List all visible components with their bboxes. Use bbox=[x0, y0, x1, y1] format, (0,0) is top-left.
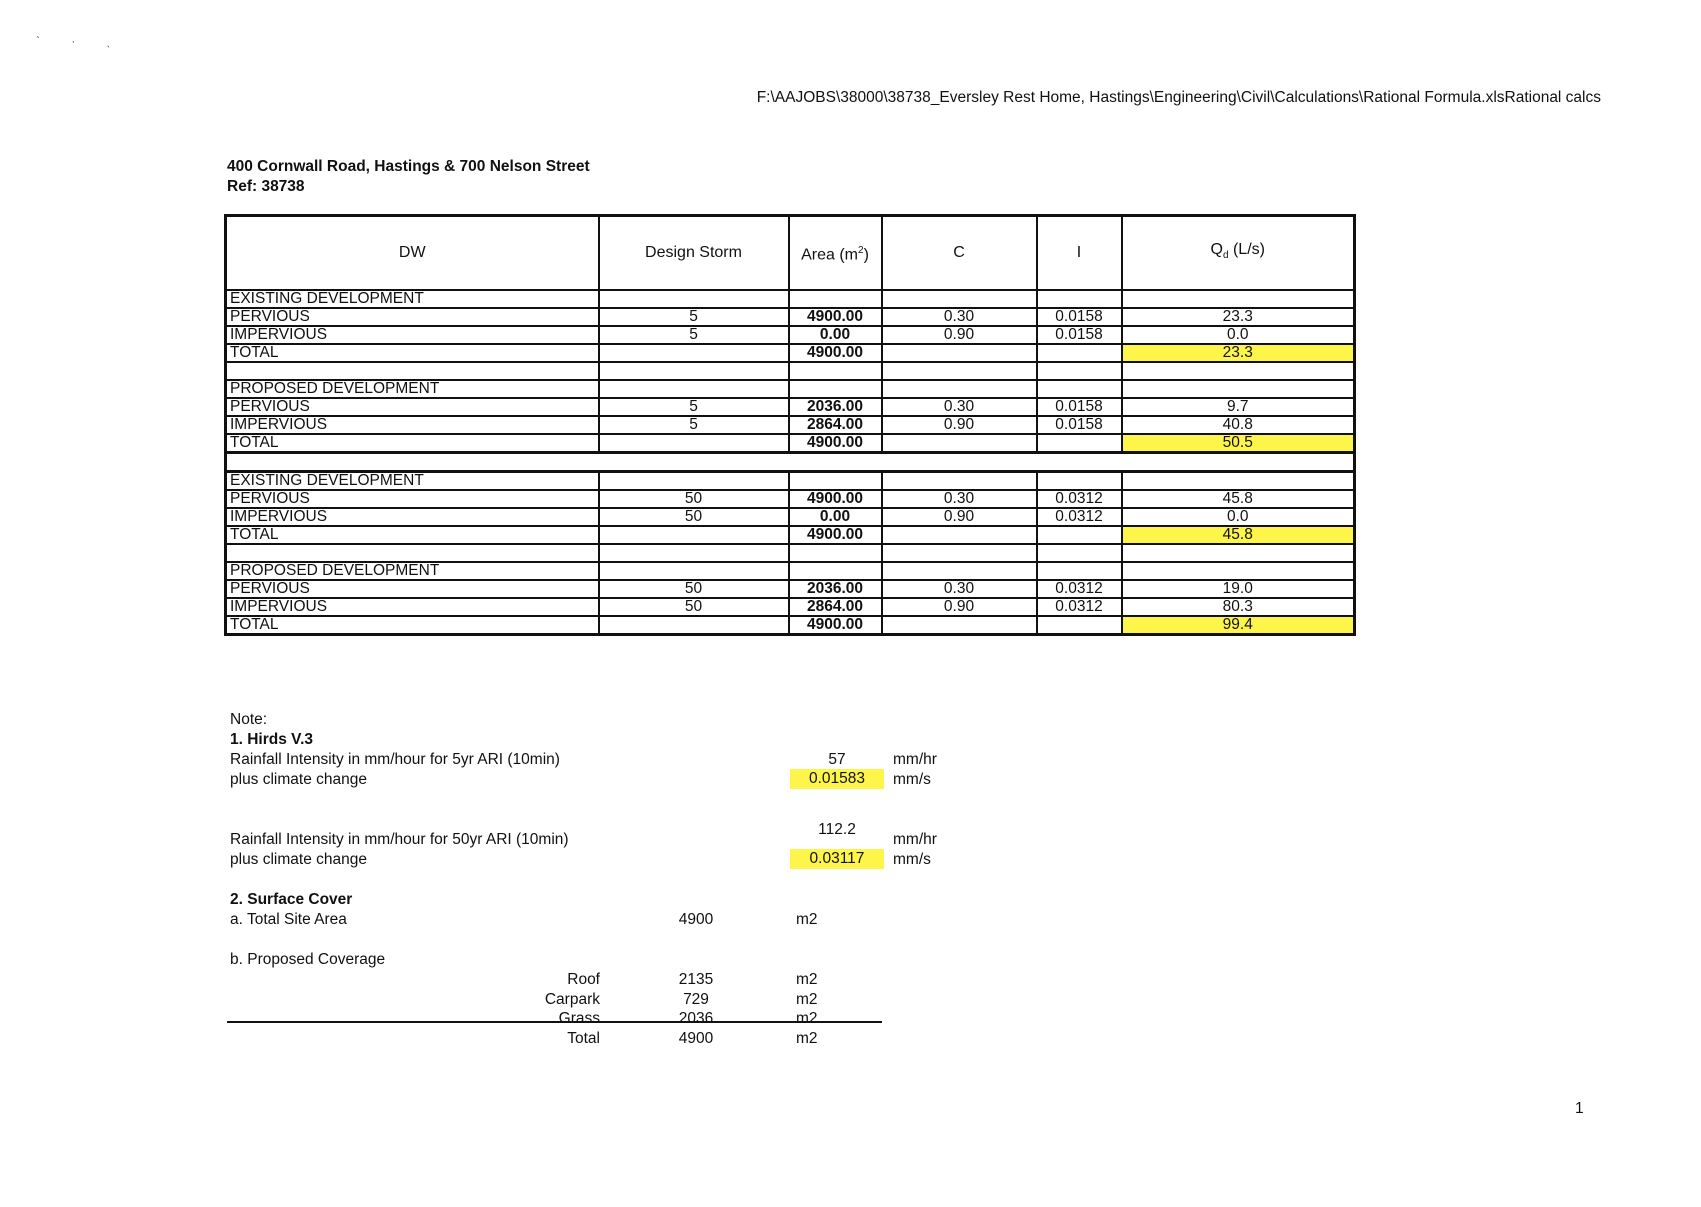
header-c: C bbox=[882, 216, 1037, 291]
cell-c: 0.90 bbox=[882, 326, 1037, 344]
scan-specks: ˋ · ˎ bbox=[36, 34, 125, 48]
cell-qd: 9.7 bbox=[1122, 398, 1355, 416]
cell-i: 0.0312 bbox=[1037, 508, 1122, 526]
row-label: TOTAL bbox=[226, 344, 599, 362]
climate5-value: 0.01583 bbox=[790, 769, 884, 789]
cell-area: 2864.00 bbox=[789, 598, 882, 616]
cell-storm: 5 bbox=[599, 398, 789, 416]
row-label: IMPERVIOUS bbox=[226, 416, 599, 434]
cell-qd: 23.3 bbox=[1122, 308, 1355, 326]
section-heading: EXISTING DEVELOPMENT bbox=[226, 472, 599, 491]
cell-storm: 50 bbox=[599, 580, 789, 598]
cell-qd: 40.8 bbox=[1122, 416, 1355, 434]
cell-c: 0.30 bbox=[882, 308, 1037, 326]
row-label: IMPERVIOUS bbox=[226, 508, 599, 526]
note-label: Note: bbox=[230, 711, 268, 728]
cell-c: 0.30 bbox=[882, 580, 1037, 598]
cell-i: 0.0158 bbox=[1037, 308, 1122, 326]
cell-qd-total: 99.4 bbox=[1122, 616, 1355, 635]
table-row bbox=[226, 326, 1355, 344]
cell-qd-total: 45.8 bbox=[1122, 526, 1355, 544]
row-label: PERVIOUS bbox=[226, 580, 599, 598]
table-row bbox=[226, 580, 1355, 598]
climate5-unit: mm/s bbox=[893, 771, 931, 788]
header-i: I bbox=[1037, 216, 1122, 291]
cell-qd: 0.0 bbox=[1122, 508, 1355, 526]
cell-storm: 50 bbox=[599, 598, 789, 616]
header-qd bbox=[1122, 216, 1355, 291]
row-label: PERVIOUS bbox=[226, 490, 599, 508]
climate50-unit: mm/s bbox=[893, 851, 931, 868]
climate50-value-box bbox=[790, 849, 884, 869]
table-row bbox=[226, 616, 1355, 635]
cell-qd: 80.3 bbox=[1122, 598, 1355, 616]
header-design-storm: Design Storm bbox=[599, 216, 789, 291]
table-row bbox=[226, 472, 1355, 491]
header-area-text: Area (m bbox=[801, 246, 858, 264]
rain50-unit: mm/hr bbox=[893, 831, 937, 848]
cell-area: 4900.00 bbox=[789, 308, 882, 326]
header-qd-unit: (L/s) bbox=[1228, 240, 1265, 258]
coverage-roof-unit: m2 bbox=[796, 971, 818, 988]
cell-area: 4900.00 bbox=[789, 526, 882, 544]
table-row bbox=[226, 416, 1355, 434]
cell-storm: 5 bbox=[599, 326, 789, 344]
table-header-row bbox=[226, 216, 1355, 291]
rain5-unit: mm/hr bbox=[893, 751, 937, 768]
table-row bbox=[226, 562, 1355, 580]
cell-area: 0.00 bbox=[789, 326, 882, 344]
header-area bbox=[789, 216, 882, 291]
coverage-grass-value: 2036 bbox=[678, 1010, 714, 1027]
cell-area: 4900.00 bbox=[789, 616, 882, 635]
cell-c: 0.30 bbox=[882, 490, 1037, 508]
coverage-roof-value: 2135 bbox=[678, 971, 714, 988]
page-number: 1 bbox=[1575, 1100, 1584, 1117]
rain5-label: Rainfall Intensity in mm/hour for 5yr ARI (10min) bbox=[230, 751, 560, 768]
cell-i: 0.0312 bbox=[1037, 490, 1122, 508]
site-ref: Ref: 38738 bbox=[227, 178, 305, 195]
cell-area: 2036.00 bbox=[789, 398, 882, 416]
proposed-coverage-label: b. Proposed Coverage bbox=[230, 951, 386, 968]
header-qd-text: Q bbox=[1210, 240, 1223, 258]
table-row bbox=[226, 598, 1355, 616]
coverage-total-unit: m2 bbox=[796, 1030, 818, 1047]
table-row bbox=[226, 434, 1355, 453]
rain5-value: 57 bbox=[828, 751, 846, 768]
coverage-total-rule bbox=[227, 1021, 882, 1023]
table-row bbox=[226, 508, 1355, 526]
cell-area: 4900.00 bbox=[789, 490, 882, 508]
row-label: PERVIOUS bbox=[226, 398, 599, 416]
header-dw: DW bbox=[226, 216, 599, 291]
site-info bbox=[227, 157, 590, 197]
coverage-carpark-unit: m2 bbox=[796, 991, 818, 1008]
site-address: 400 Cornwall Road, Hastings & 700 Nelson Street bbox=[227, 158, 590, 175]
cell-c: 0.90 bbox=[882, 508, 1037, 526]
cell-qd-total: 23.3 bbox=[1122, 344, 1355, 362]
cell-i: 0.0312 bbox=[1037, 598, 1122, 616]
section-heading: PROPOSED DEVELOPMENT bbox=[226, 380, 599, 398]
row-label: IMPERVIOUS bbox=[226, 326, 599, 344]
cell-area: 4900.00 bbox=[789, 344, 882, 362]
climate5-label: plus climate change bbox=[230, 771, 367, 788]
row-label: TOTAL bbox=[226, 526, 599, 544]
coverage-total-label: Total bbox=[567, 1030, 600, 1047]
table-row bbox=[226, 490, 1355, 508]
cell-i: 0.0158 bbox=[1037, 326, 1122, 344]
table-row bbox=[226, 308, 1355, 326]
coverage-grass-unit: m2 bbox=[796, 1010, 818, 1027]
header-area-close: ) bbox=[863, 246, 869, 264]
row-label: PERVIOUS bbox=[226, 308, 599, 326]
file-path: F:\AAJOBS\38000\38738_Eversley Rest Home, Hastings\Engineering\Civil\Calculations\Rational Formula.xlsRational calcs bbox=[756, 89, 1601, 106]
table-row bbox=[226, 526, 1355, 544]
cell-i: 0.0312 bbox=[1037, 580, 1122, 598]
table-row bbox=[226, 380, 1355, 398]
cell-qd: 45.8 bbox=[1122, 490, 1355, 508]
header-qd-sub: d bbox=[1222, 250, 1229, 262]
coverage-total-value: 4900 bbox=[678, 1030, 714, 1047]
cell-c: 0.30 bbox=[882, 398, 1037, 416]
climate5-value-box bbox=[790, 769, 884, 789]
rain50-value: 112.2 bbox=[818, 821, 856, 838]
coverage-carpark-value: 729 bbox=[683, 991, 709, 1008]
surface-heading: 2. Surface Cover bbox=[230, 891, 353, 908]
rational-calc-table bbox=[224, 214, 1356, 636]
total-site-unit: m2 bbox=[796, 911, 818, 928]
climate50-label: plus climate change bbox=[230, 851, 367, 868]
total-site-value: 4900 bbox=[678, 911, 714, 928]
rain50-label: Rainfall Intensity in mm/hour for 50yr ARI (10min) bbox=[230, 831, 569, 848]
table-row bbox=[226, 290, 1355, 308]
cell-area: 2864.00 bbox=[789, 416, 882, 434]
hirds-heading: 1. Hirds V.3 bbox=[230, 731, 314, 748]
cell-storm: 50 bbox=[599, 508, 789, 526]
section-heading: EXISTING DEVELOPMENT bbox=[226, 290, 599, 308]
table-row bbox=[226, 398, 1355, 416]
coverage-carpark-label: Carpark bbox=[544, 991, 600, 1008]
total-site-label: a. Total Site Area bbox=[230, 911, 347, 928]
row-label: TOTAL bbox=[226, 616, 599, 635]
header-area-sup: 2 bbox=[858, 244, 864, 256]
climate50-value: 0.03117 bbox=[790, 849, 884, 869]
cell-i: 0.0158 bbox=[1037, 416, 1122, 434]
row-label: TOTAL bbox=[226, 434, 599, 453]
cell-qd-total: 50.5 bbox=[1122, 434, 1355, 453]
cell-storm: 5 bbox=[599, 308, 789, 326]
cell-qd: 0.0 bbox=[1122, 326, 1355, 344]
section-heading: PROPOSED DEVELOPMENT bbox=[226, 562, 599, 580]
cell-area: 4900.00 bbox=[789, 434, 882, 453]
cell-qd: 19.0 bbox=[1122, 580, 1355, 598]
cell-c: 0.90 bbox=[882, 598, 1037, 616]
cell-area: 2036.00 bbox=[789, 580, 882, 598]
cell-storm: 50 bbox=[599, 490, 789, 508]
coverage-roof-label: Roof bbox=[567, 971, 600, 988]
table-row bbox=[226, 344, 1355, 362]
cell-i: 0.0158 bbox=[1037, 398, 1122, 416]
row-label: IMPERVIOUS bbox=[226, 598, 599, 616]
cell-area: 0.00 bbox=[789, 508, 882, 526]
cell-storm: 5 bbox=[599, 416, 789, 434]
coverage-grass-label: Grass bbox=[558, 1010, 600, 1027]
cell-c: 0.90 bbox=[882, 416, 1037, 434]
